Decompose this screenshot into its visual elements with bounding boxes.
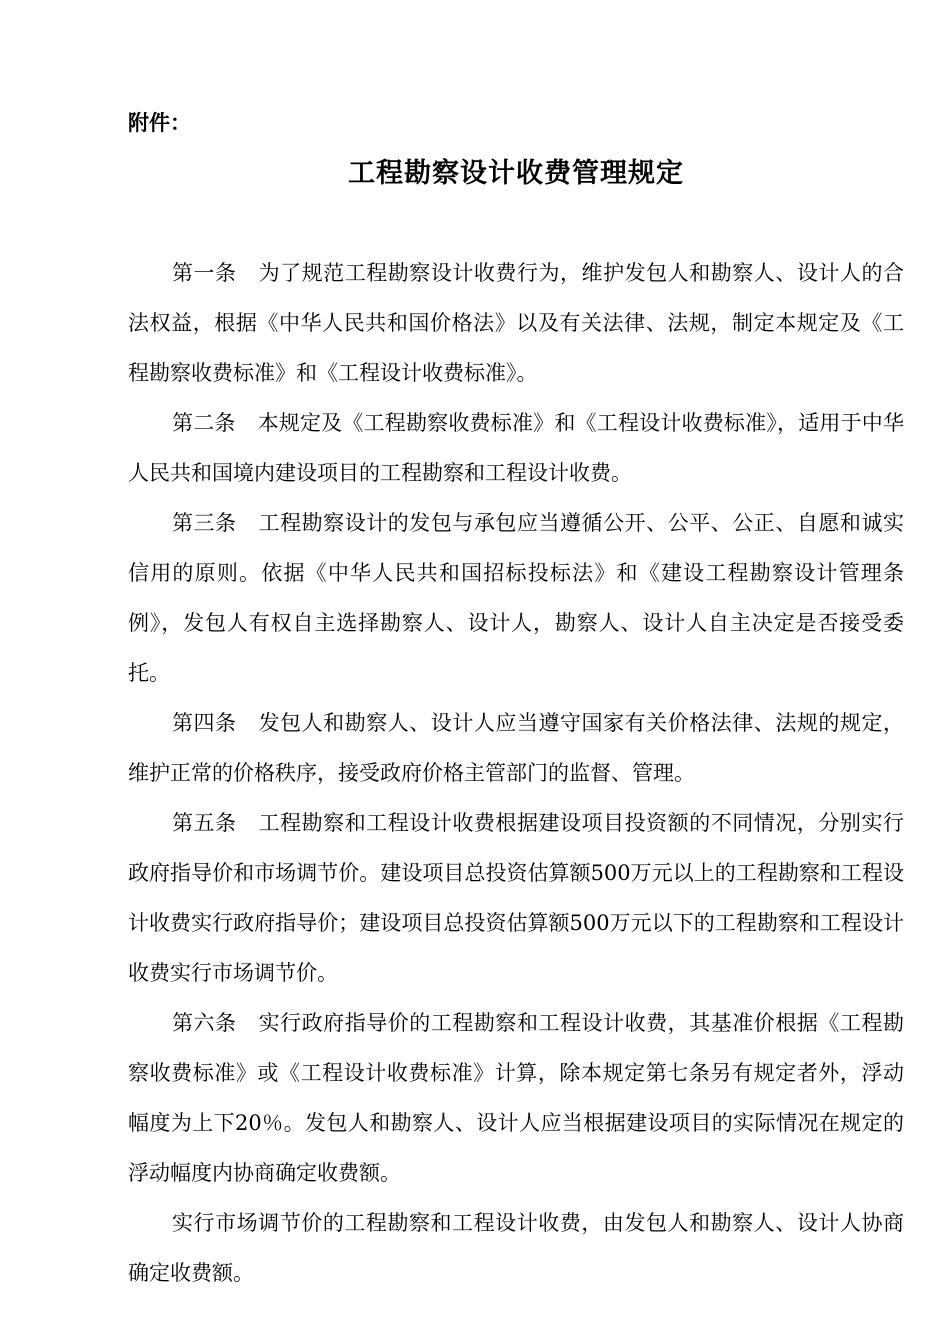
article-6 bbox=[128, 998, 904, 1198]
article-3 bbox=[128, 498, 904, 698]
article-4 bbox=[128, 698, 904, 798]
article-2 bbox=[128, 398, 904, 498]
article-1 bbox=[128, 248, 904, 398]
article-5 bbox=[128, 798, 904, 998]
article-label: 第五条 bbox=[172, 811, 237, 835]
document-title: 工程勘察设计收费管理规定 bbox=[348, 158, 684, 189]
article-text: 实行政府指导价的工程勘察和工程设计收费，其基准价根据《工程勘察收费标准》或《工程设计收费标准》计算，除本规定第七条另有规定者外，浮动幅度为上下20％。发包人和勘察人、设计人应当根据建设项目的实际情况在规定的浮动幅度内协商确定收费额。 bbox=[128, 1011, 904, 1185]
article-text: 发包人和勘察人、设计人应当遵守国家有关价格法律、法规的规定，维护正常的价格秩序，接受政府价格主管部门的监督、管理。 bbox=[128, 711, 904, 785]
article-label: 第四条 bbox=[172, 711, 237, 735]
article-label: 第二条 bbox=[172, 411, 236, 435]
article-text: 工程勘察和工程设计收费根据建设项目投资额的不同情况，分别实行政府指导价和市场调节价。建设项目总投资估算额500万元以上的工程勘察和工程设计收费实行政府指导价；建设项目总投资估算额500万元以下的工程勘察和工程设计收费实行市场调节价。 bbox=[128, 811, 904, 985]
document-page bbox=[128, 108, 904, 1298]
article-text: 实行市场调节价的工程勘察和工程设计收费，由发包人和勘察人、设计人协商确定收费额。 bbox=[128, 1211, 904, 1285]
article-text: 本规定及《工程勘察收费标准》和《工程设计收费标准》，适用于中华人民共和国境内建设项目的工程勘察和工程设计收费。 bbox=[128, 411, 904, 485]
article-text: 工程勘察设计的发包与承包应当遵循公开、公平、公正、自愿和诚实信用的原则。依据《中华人民共和国招标投标法》和《建设工程勘察设计管理条例》，发包人有权自主选择勘察人、设计人，勘察人、设计人自主决定是否接受委托。 bbox=[128, 511, 904, 685]
article-list bbox=[128, 248, 904, 1298]
article-6-supplement bbox=[128, 1198, 904, 1298]
article-label: 第六条 bbox=[172, 1011, 237, 1035]
attachment-label: 附件： bbox=[128, 111, 191, 135]
article-label: 第三条 bbox=[172, 511, 237, 535]
article-label: 第一条 bbox=[172, 261, 237, 285]
article-text: 为了规范工程勘察设计收费行为，维护发包人和勘察人、设计人的合法权益，根据《中华人民共和国价格法》以及有关法律、法规，制定本规定及《工程勘察收费标准》和《工程设计收费标准》。 bbox=[128, 261, 904, 385]
